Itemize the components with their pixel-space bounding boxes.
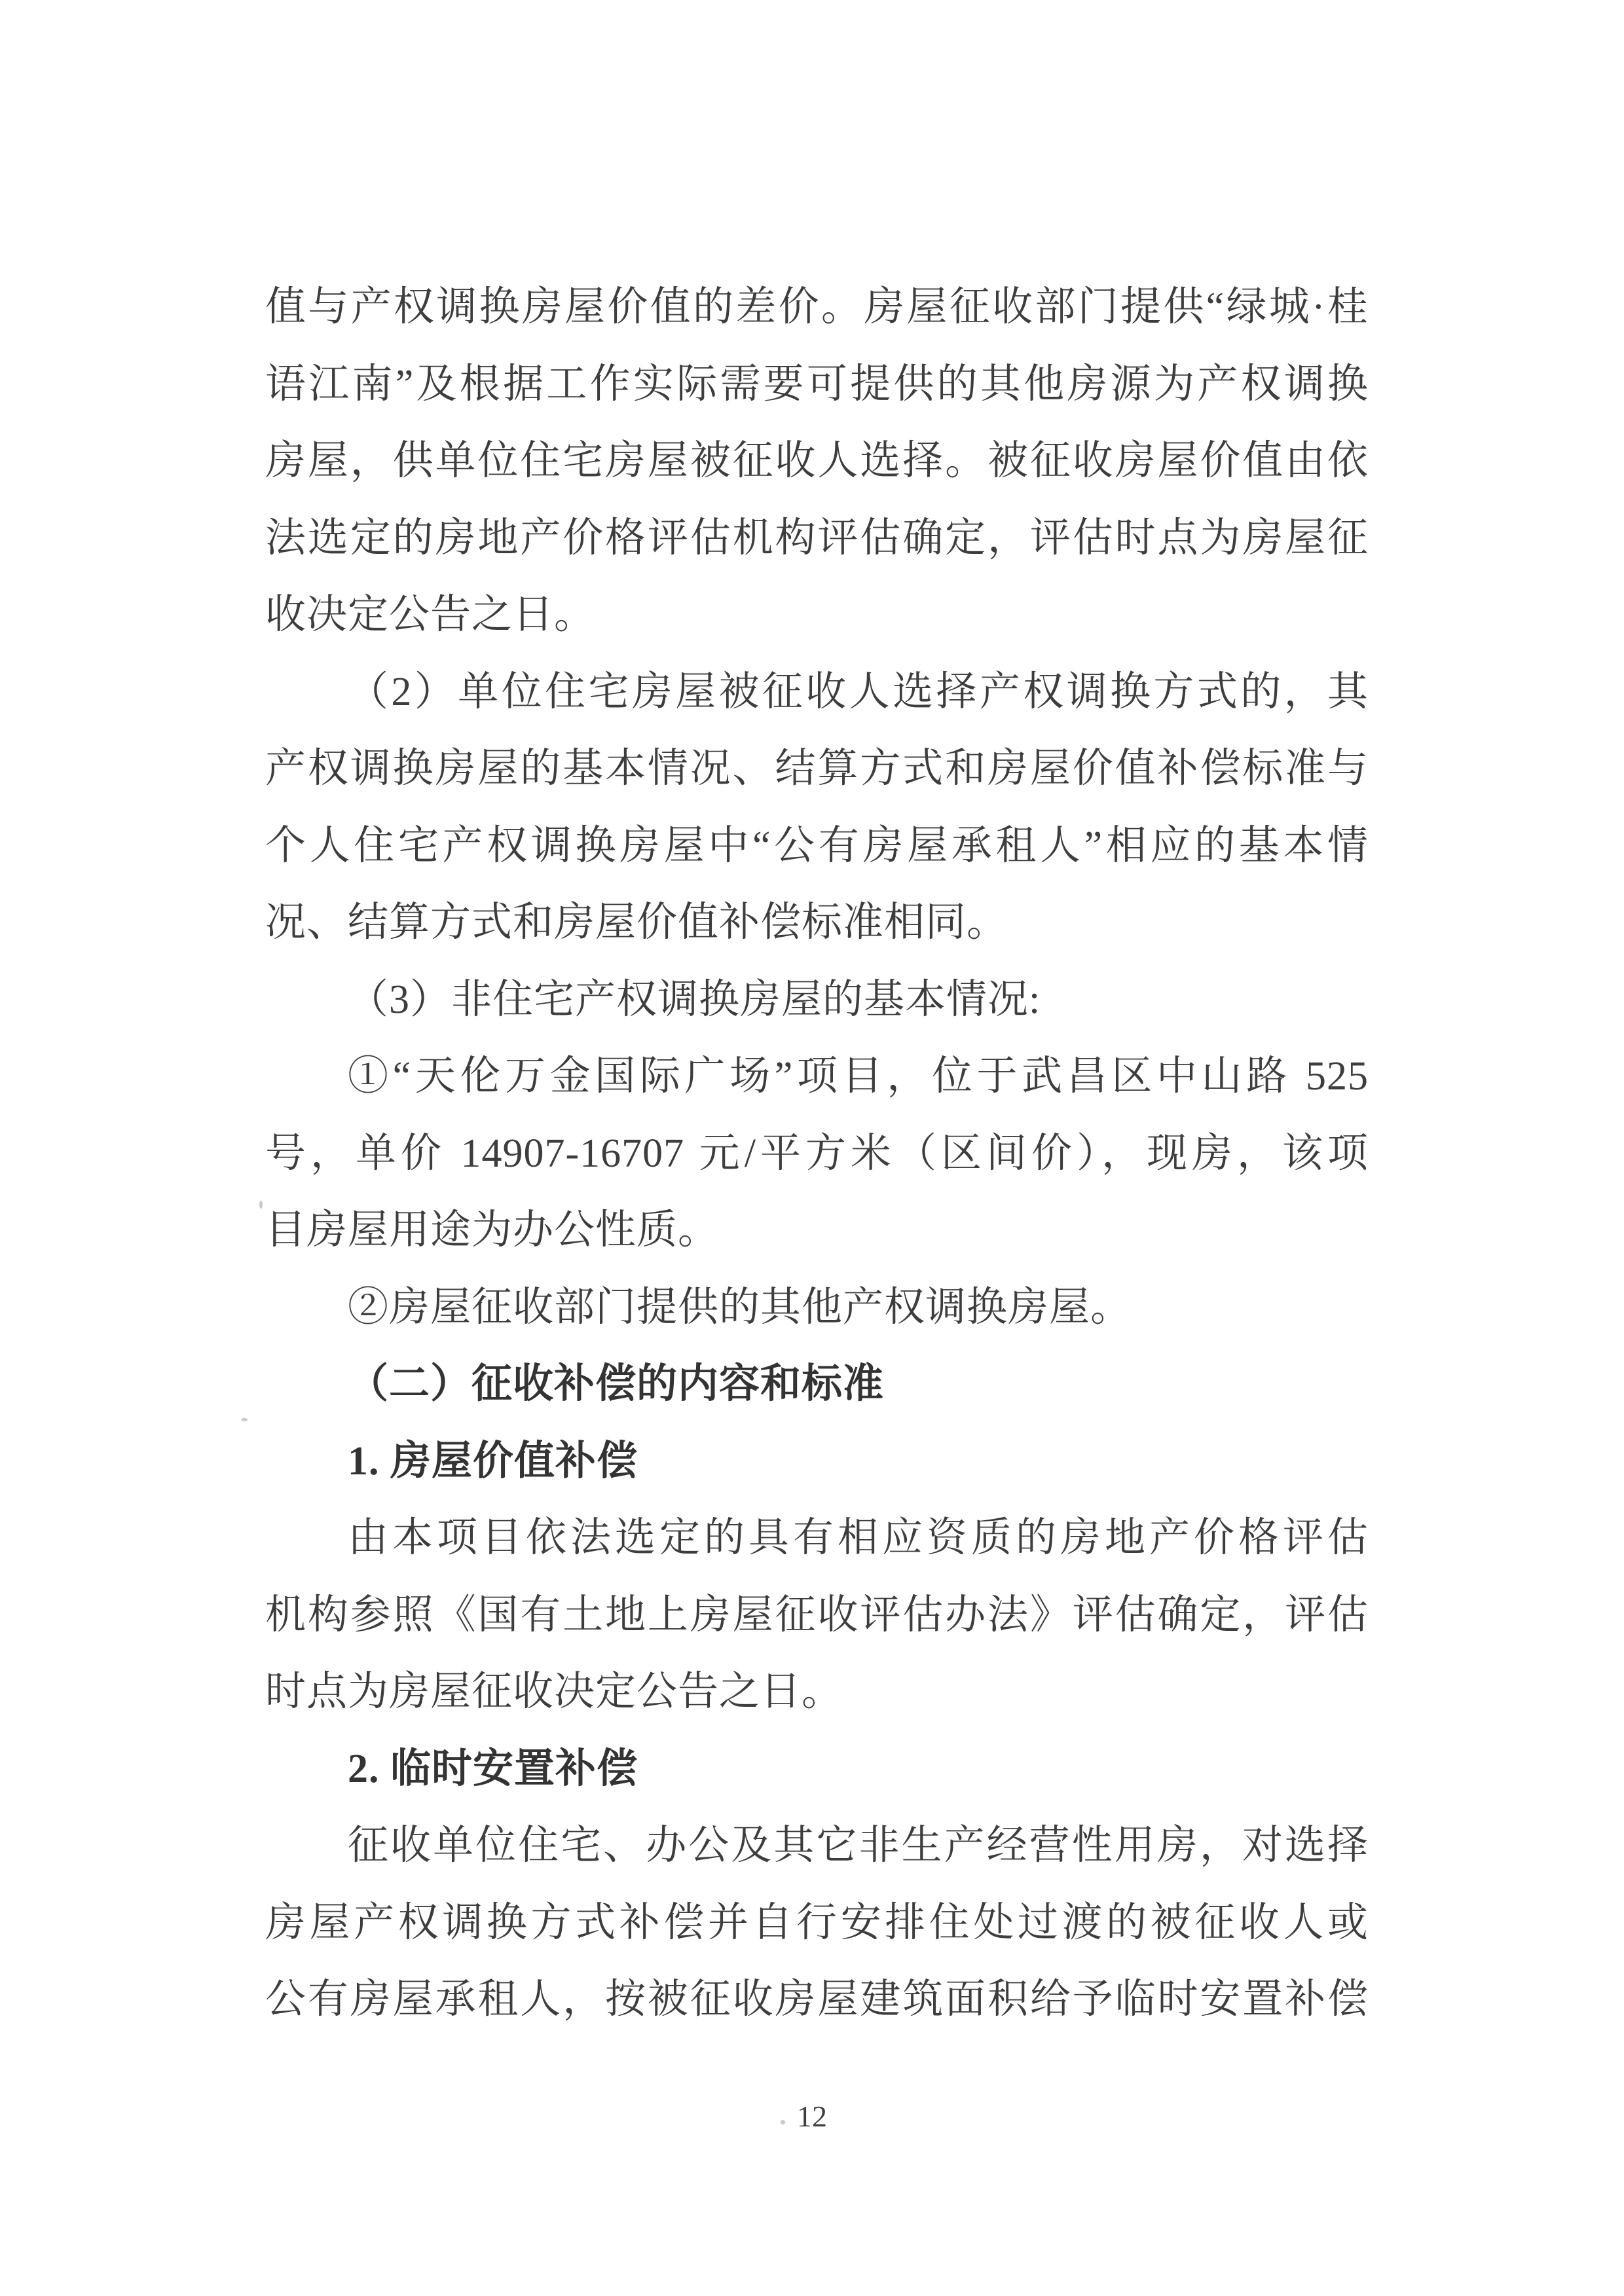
text-line: 房屋产权调换方式补偿并自行安排住处过渡的被征收人或 bbox=[265, 1900, 1369, 1945]
text-line: 由本项目依法选定的具有相应资质的房地产价格评估 bbox=[348, 1516, 1369, 1560]
text-line: 产权调换房屋的基本情况、结算方式和房屋价值补偿标准与 bbox=[265, 746, 1369, 791]
text-line: 收决定公告之日。 bbox=[265, 592, 596, 637]
text-line: 房屋，供单位住宅房屋被征收人选择。被征收房屋价值由依 bbox=[265, 439, 1369, 483]
text-line: ①“天伦万金国际广场”项目，位于武昌区中山路 525 bbox=[348, 1054, 1369, 1099]
text-line: 值与产权调换房屋价值的差价。房屋征收部门提供“绿城·桂 bbox=[265, 285, 1369, 329]
scan-speck bbox=[781, 2120, 785, 2124]
text-line: ②房屋征收部门提供的其他产权调换房屋。 bbox=[348, 1285, 1132, 1330]
text-line: 个人住宅产权调换房屋中“公有房屋承租人”相应的基本情 bbox=[265, 823, 1369, 868]
text-line: 1. 房屋价值补偿 bbox=[348, 1438, 638, 1484]
scan-speck bbox=[259, 1201, 263, 1209]
text-line: （3）非住宅产权调换房屋的基本情况: bbox=[348, 977, 1041, 1022]
text-line: 法选定的房地产价格评估机构评估确定，评估时点为房屋征 bbox=[265, 515, 1369, 560]
page-number: 12 bbox=[797, 2100, 827, 2133]
text-line: 号，单价 14907-16707 元/平方米（区间价），现房，该项 bbox=[265, 1131, 1369, 1176]
text-line: 况、结算方式和房屋价值补偿标准相同。 bbox=[265, 900, 1008, 945]
text-line: （二）征收补偿的内容和标准 bbox=[348, 1362, 885, 1406]
text-line: 语江南”及根据工作实际需要可提供的其他房源为产权调换 bbox=[265, 361, 1369, 407]
text-line: 征收单位住宅、办公及其它非生产经营性用房，对选择 bbox=[348, 1823, 1369, 1868]
text-line: 时点为房屋征收决定公告之日。 bbox=[265, 1669, 843, 1714]
text-line: 公有房屋承租人，按被征收房屋建筑面积给予临时安置补偿 bbox=[265, 1977, 1369, 2022]
scan-speck bbox=[241, 1418, 248, 1421]
text-block bbox=[265, 269, 1369, 2039]
text-line: 机构参照《国有土地上房屋征收评估办法》评估确定，评估 bbox=[265, 1592, 1369, 1637]
text-line: 2. 临时安置补偿 bbox=[348, 1746, 638, 1791]
text-line: 目房屋用途为办公性质。 bbox=[265, 1208, 720, 1252]
text-line: （2）单位住宅房屋被征收人选择产权调换方式的，其 bbox=[348, 669, 1369, 714]
